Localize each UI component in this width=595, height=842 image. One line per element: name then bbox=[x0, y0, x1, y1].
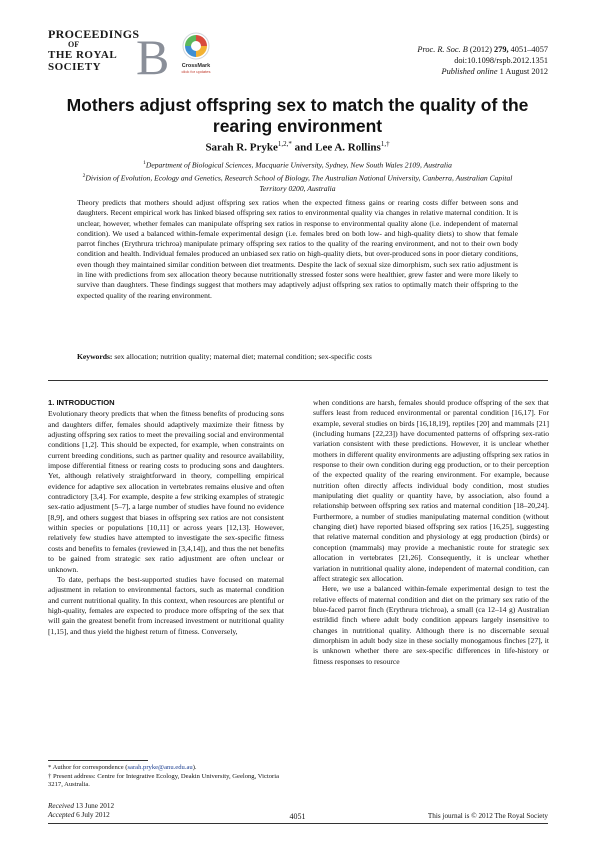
published-date: 1 August 2012 bbox=[499, 67, 548, 76]
journal-name: Proc. R. Soc. B bbox=[417, 45, 468, 54]
affiliations bbox=[70, 158, 525, 195]
footnote-mark: * bbox=[48, 764, 52, 771]
logo-line-the-royal: THE ROYAL bbox=[48, 49, 118, 61]
affiliation-2 bbox=[70, 171, 525, 195]
journal-logo bbox=[48, 27, 170, 85]
article-title: Mothers adjust offspring sex to match the quality of the rearing environment bbox=[66, 95, 529, 136]
keywords bbox=[77, 352, 518, 362]
body-paragraph: Evolutionary theory predicts that when the fitness benefits of producing sons and daughters differ, females should adaptively maximize their fitness by adjusting offspring sex ratios to meet the prevailing social and environmental conditions [1,2]. This should be expected, for example, when constraints on current breeding conditions, such as partner quality and resource availability, impose differential fitness or rearing costs to producing sons and daughters. Yet, although relatively straightforward in theory, compelling empirical evidence for adaptive sex allocation in vertebrates remains elusive and often contradictory [3,4]. For example, despite a few striking examples of strategic sex-ratio adjustment [5–7], a large number of studies have found no evidence [8,9], and others suggest that biases in offspring sex ratios are not consistent within species or populations [10,11] or across years [12,13]. However, relatively few studies have attempted to investigate the sex-specific fitness costs and benefits to females (reviewed in [3,4,14]), and thus the net benefits to be gained from strategic sex ratio adjustment are often unclear or unknown. bbox=[48, 409, 284, 574]
body-paragraph: Here, we use a balanced within-female experimental design to test the relative effects of maternal condition and diet on the primary sex ratio of the blue-faced parrot finch (Erythrura trichroa), a small (ca 12–14 g) Australian estrildid finch where adult body condition appears largely insensitive to changes in nutritional quality. Although there is no discernable sexual dimorphism in adult body size in these socially monogamous finches [27], it is unknown whether there are sex-specific differences in life-history or fitness responses to resource bbox=[313, 584, 549, 666]
received-date: 13 June 2012 bbox=[75, 802, 115, 810]
citation-block bbox=[417, 44, 548, 77]
copyright: This journal is © 2012 The Royal Society bbox=[427, 812, 548, 820]
author-affil-marks: 1,† bbox=[380, 140, 390, 148]
author-name: Lee A. Rollins bbox=[315, 141, 381, 154]
author-list bbox=[0, 140, 595, 154]
logo-line-society: SOCIETY bbox=[48, 61, 102, 73]
right-column bbox=[313, 398, 549, 667]
logo-line-proceedings: PROCEEDINGS bbox=[48, 27, 140, 41]
crossmark-label: CrossMark bbox=[181, 63, 211, 69]
correspondence-email-link[interactable]: sarah.pryke@anu.edu.au bbox=[127, 764, 193, 771]
left-column bbox=[48, 398, 284, 637]
abstract: Theory predicts that mothers should adjust offspring sex ratios when the expected fitness gains or rearing costs differ between sons and daughters. Recent empirical work has linked biased offspring sex ratios to environmental quality via changes in relative maternal condition. It is unclear, however, whether females can manipulate offspring sex ratios in response to environmental quality alone (i.e. independent of maternal condition). We used a balanced within-female experimental design (i.e. females bred on both low- and high-quality diets) to show that female parrot finches (Erythrura trichroa) manipulate primary offspring sex ratios to the quality of the rearing environment, and not to their own body condition and health. Individual females produced an unbiased sex ratio on high-quality diets, but over-produced sons in poor dietary conditions, even though they maintained similar condition between diet treatments. Despite the lack of sexual size dimorphism, such sex ratio adjustment is in line with predictions from sex allocation theory because nutritionally stressed foster sons were healthier, grew faster and were more likely to survive than daughters. These findings suggest that mothers may adaptively adjust offspring sex ratios to optimally match their offspring to the expected quality of the rearing environment. bbox=[77, 198, 518, 300]
author-affil-marks: 1,2,* bbox=[277, 140, 292, 148]
doi: doi:10.1098/rspb.2012.1351 bbox=[454, 56, 548, 65]
section-heading: 1. INTRODUCTION bbox=[48, 398, 115, 407]
footnote-text: Present address: Centre for Integrative Ecology, Deakin University, Geelong, Victoria 3217, Australia. bbox=[48, 772, 279, 789]
crossmark-icon bbox=[182, 32, 210, 60]
citation-year: (2012) bbox=[469, 45, 492, 54]
affiliation-1 bbox=[70, 158, 525, 171]
author-name: Sarah R. Pryke bbox=[205, 141, 278, 154]
accepted-date: 6 July 2012 bbox=[76, 811, 110, 819]
affiliation-text: Department of Biological Sciences, Macquarie University, Sydney, New South Wales 2109, Australia bbox=[145, 160, 452, 170]
crossmark-badge[interactable] bbox=[176, 32, 216, 78]
header-divider bbox=[48, 380, 548, 381]
accepted-label: Accepted bbox=[48, 811, 75, 819]
affiliation-number: 2 bbox=[82, 173, 86, 180]
footnote-mark: † bbox=[48, 772, 52, 780]
logo-letter: B bbox=[136, 29, 170, 85]
logo-line-of: OF bbox=[68, 40, 80, 49]
keywords-list: sex allocation; nutrition quality; maternal diet; maternal condition; sex-specific costs bbox=[114, 352, 372, 361]
received-label: Received bbox=[48, 802, 74, 810]
footnote-divider bbox=[48, 760, 148, 761]
keywords-label: Keywords: bbox=[77, 352, 113, 361]
citation-pages: 4051–4057 bbox=[510, 45, 548, 54]
footer-divider bbox=[48, 823, 548, 824]
body-paragraph: To date, perhaps the best-supported studies have focused on maternal adjustment in relation to environmental factors, such as maternal condition and current nutritional quality. In this context, when resources are plentiful or high-quality, females are expected to produce more offspring of the sex that will gain the greatest benefit from increased investment or nutritional quality [1,15], and thus yield the highest return of fitness. Conversely, bbox=[48, 574, 284, 636]
footnote-correspondence bbox=[48, 764, 284, 773]
body-paragraph: when conditions are harsh, females should produce offspring of the sex that suffers least from reduced environmental or parental condition [16,17]. For example, several studies on birds [16,18,19], reptiles [20] and mammals [21] (including humans [22,23]) have documented patterns of offspring sex-ratio variation consistent with these predictions. However, it is unclear whether mothers in different quality environments are adjusting offspring sex ratios in response to their own condition during egg production, or to their perception of the expected quality of the rearing environment. For example, because nutrition often directly affects individual body condition, most studies manipulating diet quality or quantity have, by association, also found a relationship between offspring sex ratios and maternal condition [18–20,24]. Furthermore, a number of studies manipulating maternal condition (without changing diet) have reported biased offspring sex ratios [16,25], suggesting that relative maternal condition and physiology at egg production (birds) or conception (mammals) may provide a mechanistic route for strategic sex allocation in vertebrates [21,26]. Consequently, it is unclear whether variation in nutritional quality alone, independent of maternal condition, can affect strategic sex allocation. bbox=[313, 398, 549, 583]
affiliation-number: 1 bbox=[143, 160, 146, 166]
citation-volume: 279, bbox=[494, 45, 509, 54]
royal-society-b-icon bbox=[134, 29, 170, 85]
crossmark-sub: click for updates bbox=[181, 69, 211, 74]
published-label: Published online bbox=[441, 67, 498, 76]
footnote-present-address bbox=[48, 773, 284, 790]
page-number: 4051 bbox=[289, 812, 306, 821]
footnote-text: Author for correspondence ( bbox=[52, 764, 128, 771]
author-joiner: and bbox=[291, 141, 316, 154]
affiliation-text: Division of Evolution, Ecology and Genetics, Research School of Biology, The Australian National University, Canberra, Australian Capital Territory 0200, Australia bbox=[85, 173, 513, 194]
footnotes bbox=[48, 764, 284, 790]
footnote-text-end: ). bbox=[192, 764, 197, 771]
